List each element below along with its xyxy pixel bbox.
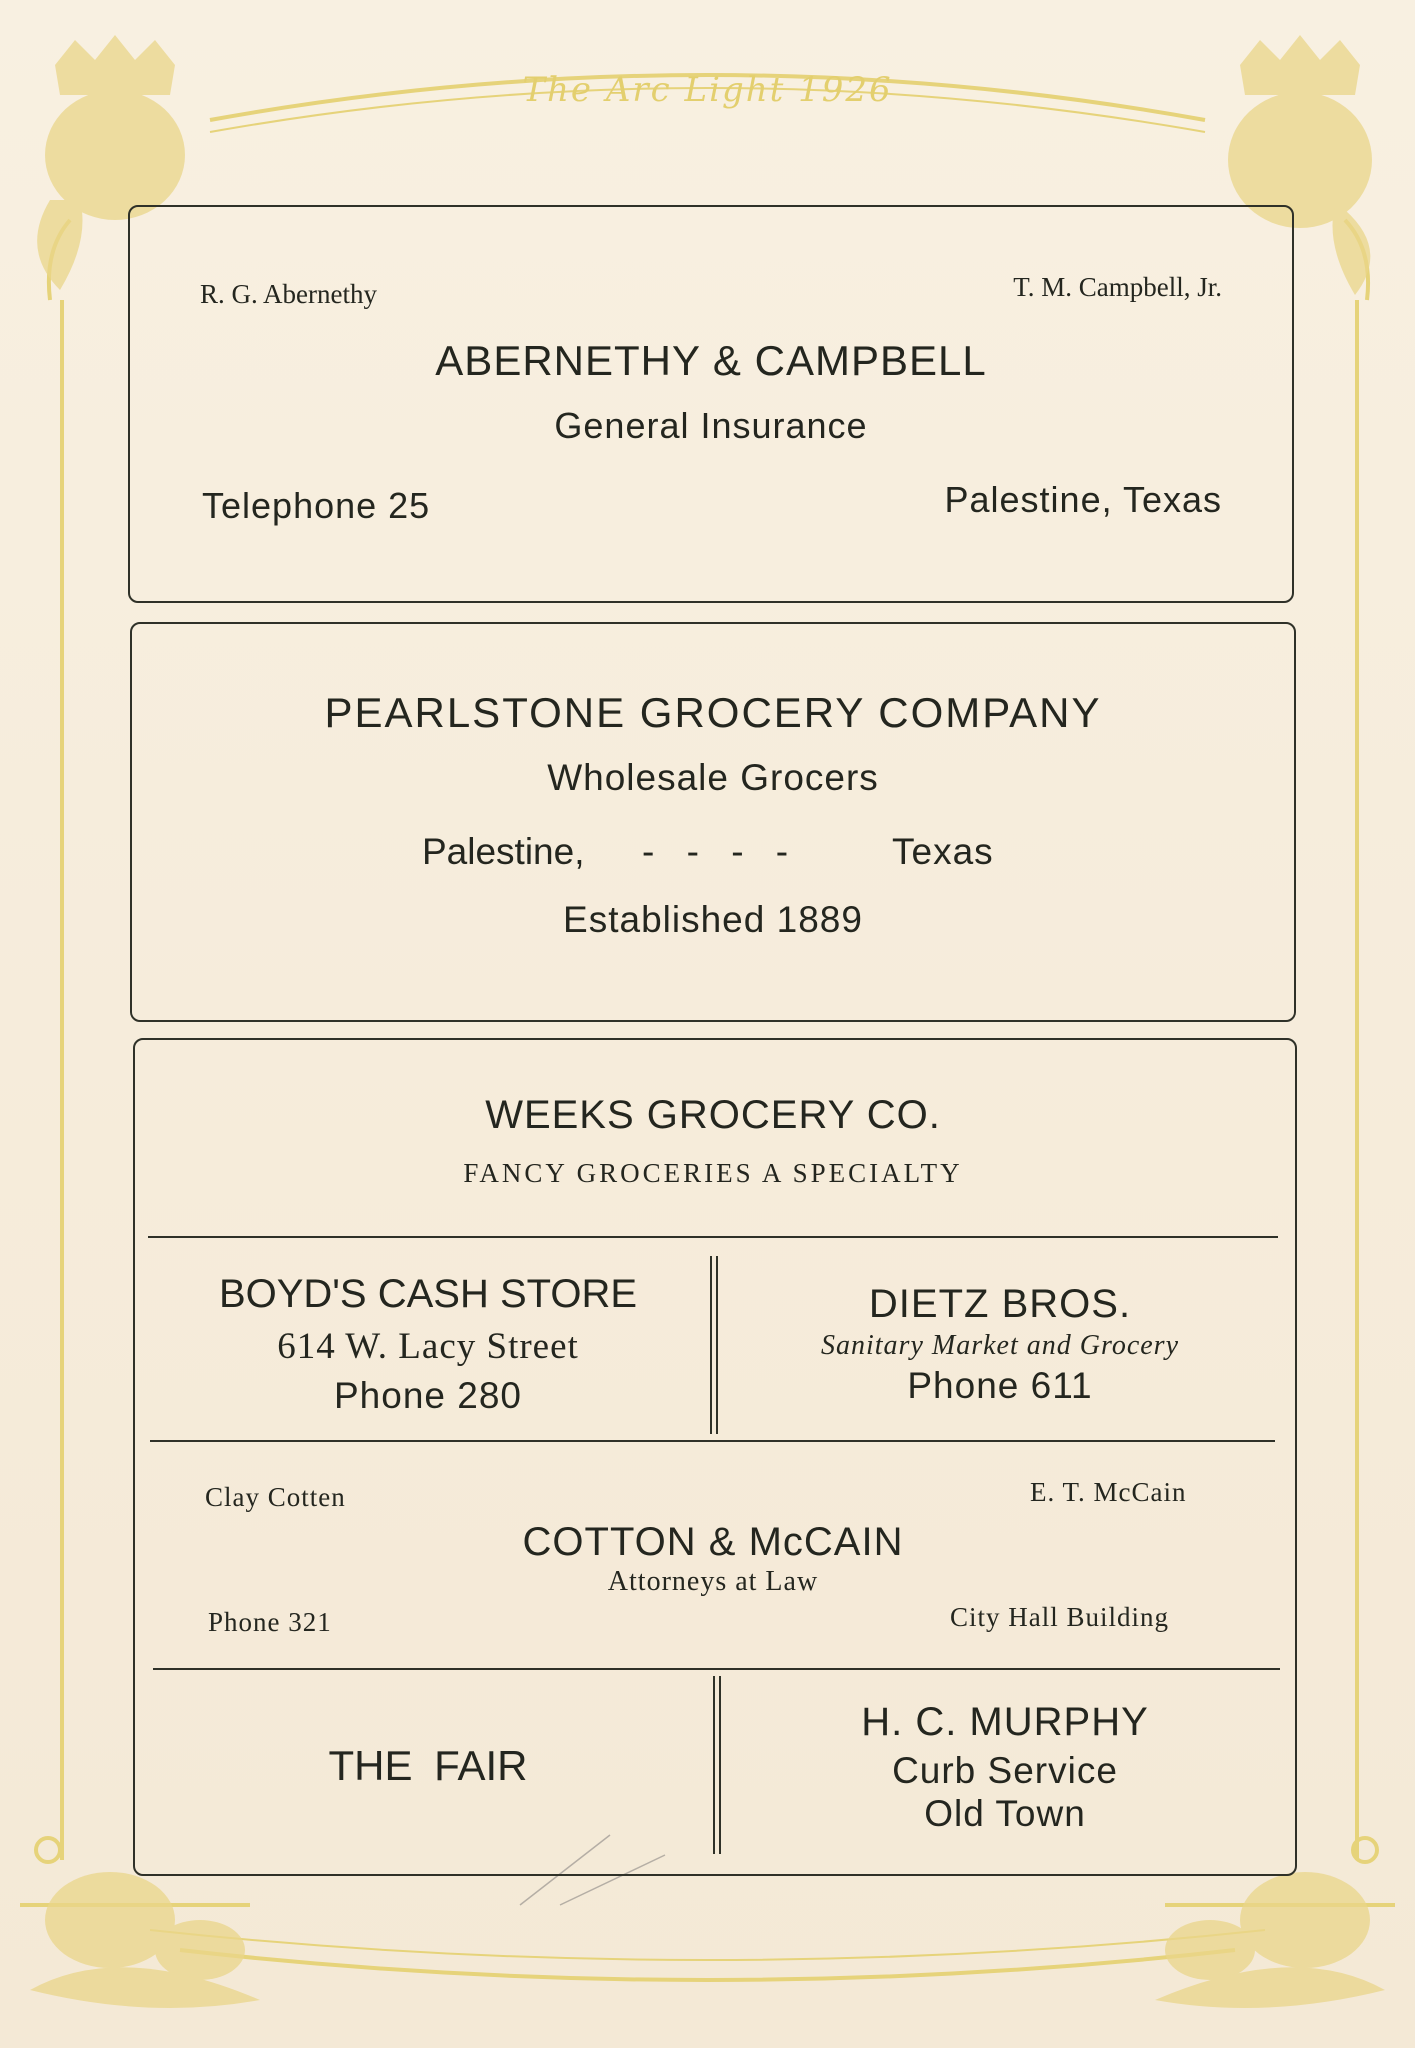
divider-vertical-1 [710,1256,718,1434]
cotton-boll-bottom-right [1240,1872,1370,1968]
partner-right: T. M. Campbell, Jr. [1013,272,1222,302]
partner-left: R. G. Abernethy [200,279,377,309]
boyds-phone: Phone 280 [333,1375,522,1416]
divider-3 [153,1668,1280,1670]
murphy-location: Old Town [924,1793,1086,1834]
firm-name: ABERNETHY & CAMPBELL [435,337,987,384]
murphy-business: Curb Service [892,1750,1118,1791]
cotton-location: City Hall Building [950,1602,1170,1632]
fair-firm-name: THE FAIR [328,1742,528,1789]
dietz-phone: Phone 611 [907,1365,1093,1406]
cotton-firm-name: COTTON & McCAIN [522,1520,904,1564]
cotton-partner-right: E. T. McCain [1030,1477,1187,1507]
cotton-phone: Phone 321 [208,1607,332,1637]
running-title: The Arc Light 1926 [522,70,893,110]
location: Palestine, Texas [944,479,1222,520]
cotton-partner-left: Clay Cotten [205,1482,346,1512]
state: Texas [892,831,994,872]
boyds-firm-name: BOYD'S CASH STORE [218,1272,638,1316]
bottom-arch [180,1950,1235,1980]
cotton-business: Attorneys at Law [607,1566,819,1597]
boyds-address: 614 W. Lacy Street [277,1326,579,1367]
ad-pearlstone-grocery [130,622,1296,1022]
divider-1 [148,1236,1278,1238]
established: Established 1889 [563,899,863,940]
business-line: General Insurance [554,405,868,446]
weeks-tagline: FANCY GROCERIES A SPECIALTY [463,1158,963,1188]
dietz-firm-name: DIETZ BROS. [868,1282,1132,1326]
ad-abernethy-campbell [128,205,1294,603]
telephone: Telephone 25 [202,485,431,526]
city: Palestine, [422,831,585,872]
weeks-firm-name: WEEKS GROCERY CO. [485,1093,941,1137]
dashes: - - - - [642,831,789,872]
murphy-firm-name: H. C. MURPHY [861,1700,1149,1744]
divider-2 [150,1440,1275,1442]
firm-name: PEARLSTONE GROCERY COMPANY [324,689,1102,736]
business-line: Wholesale Grocers [547,757,879,798]
divider-vertical-2 [713,1676,721,1854]
dietz-business: Sanitary Market and Grocery [821,1330,1179,1361]
